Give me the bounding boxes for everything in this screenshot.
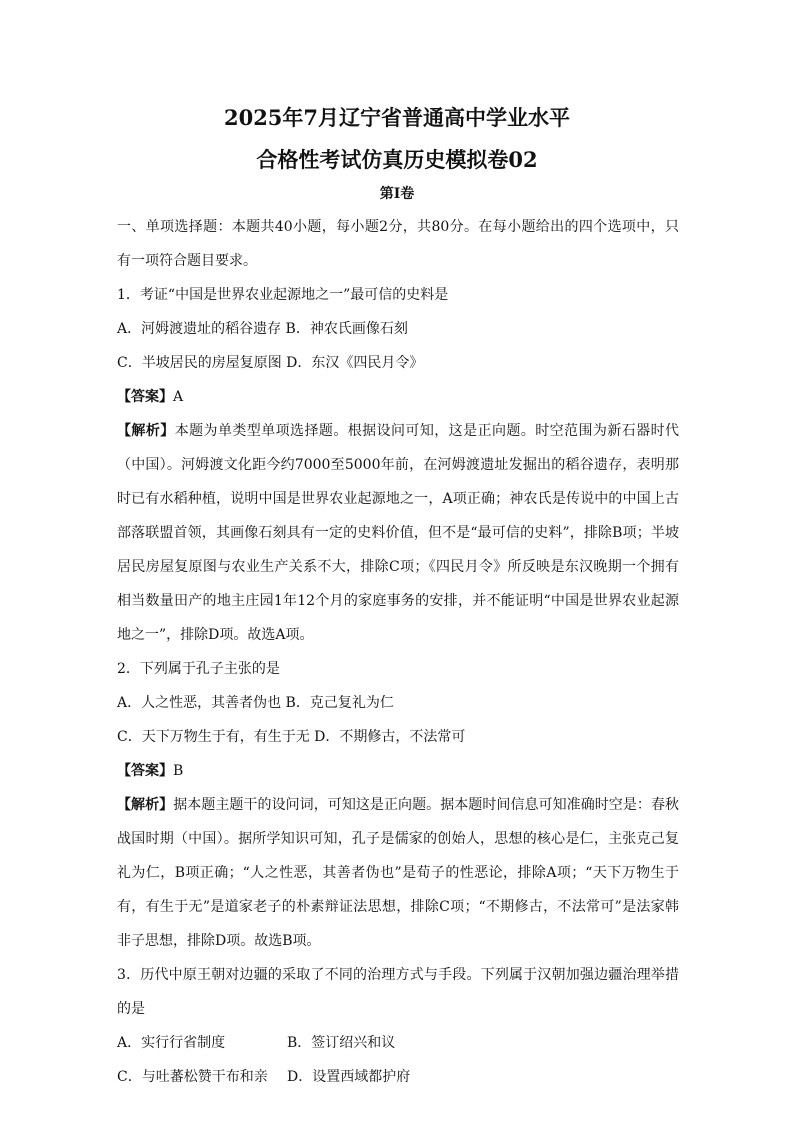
analysis-tag: 【解析】 [117, 423, 175, 439]
question-2-stem: 2．下列属于孔子主张的是 [117, 661, 280, 677]
question-3-option-b: B．签订绍兴和议 [287, 1035, 396, 1051]
analysis-tag: 【解析】 [117, 797, 174, 813]
question-3-stem: 3．历代中原王朝对边疆的采取了不同的治理方式与手段。下列属于汉朝加强边疆治理举措的是 [117, 967, 679, 1017]
document-title-line1: 2025年7月辽宁省普通高中学业水平 [223, 105, 571, 130]
question-1-analysis [117, 414, 679, 652]
document-body [117, 210, 679, 1094]
question-3-option-d: D．设置西域都护府 [287, 1069, 411, 1085]
analysis-text: 本题为单类型单项选择题。根据设问可知，这是正向题。时空范围为新石器时代（中国）。河姆渡文化距今约7000至5000年前，在河姆渡遗址发掘出的稻谷遗存，表明那时已有水稻种植，说明中国是世界农业起源地之一，A项正确；神农氏是传说中的中国上古部落联盟首领，其画像石刻具有一定的史料价值，但不是“最可信的史料”，排除B项；半坡居民房屋复原图与农业生产关系不大，排除C项；《四民月令》所反映是东汉晚期一个拥有相当数量田产的地主庄园1年12个月的家庭事务的安排，并不能证明“中国是世界农业起源地之一”，排除D项。故选A项。 [117, 423, 680, 643]
answer-value: A [173, 389, 184, 405]
question-2-analysis [117, 788, 679, 958]
question-2-options-ab: A．人之性恶，其善者伪也 B．克己复礼为仁 [117, 695, 394, 711]
question-1-options-cd: C．半坡居民的房屋复原图 D．东汉《四民月令》 [117, 355, 424, 371]
answer-tag: 【答案】 [117, 389, 173, 405]
section-instructions: 一、单项选择题：本题共40小题，每小题2分，共80分。在每小题给出的四个选项中，只有一项符合题目要求。 [117, 219, 679, 269]
question-3-options-cd [117, 1060, 679, 1094]
answer-value: B [173, 763, 184, 779]
question-2-options-cd: C．天下万物生于有，有生于无 D．不期修古，不法常可 [117, 729, 466, 745]
question-2-answer [117, 754, 679, 788]
question-3-options-ab [117, 1026, 679, 1060]
volume-heading: 第Ⅰ卷 [379, 186, 415, 202]
answer-tag: 【答案】 [117, 763, 173, 779]
document-title-line2: 合格性考试仿真历史模拟卷02 [256, 147, 538, 172]
analysis-text: 据本题主题干的设问词，可知这是正向题。据本题时间信息可知准确时空是：春秋战国时期（中国）。据所学知识可知，孔子是儒家的创始人，思想的核心是仁，主张克己复礼为仁，B项正确；“人之性恶，其善者伪也”是荀子的性恶论，排除A项；“天下万物生于有，有生于无”是道家老子的朴素辩证法思想，排除C项；“不期修古，不法常可”是法家韩非子思想，排除D项。故选B项。 [117, 797, 680, 949]
question-1-stem: 1．考证“中国是世界农业起源地之一”最可信的史料是 [117, 287, 449, 303]
question-3-option-a: A．实行行省制度 [117, 1035, 226, 1051]
question-3-option-c: C．与吐蕃松赞干布和亲 [117, 1069, 268, 1085]
question-1-options-ab: A．河姆渡遗址的稻谷遗存 B．神农氏画像石刻 [117, 321, 408, 337]
question-1-answer [117, 380, 679, 414]
